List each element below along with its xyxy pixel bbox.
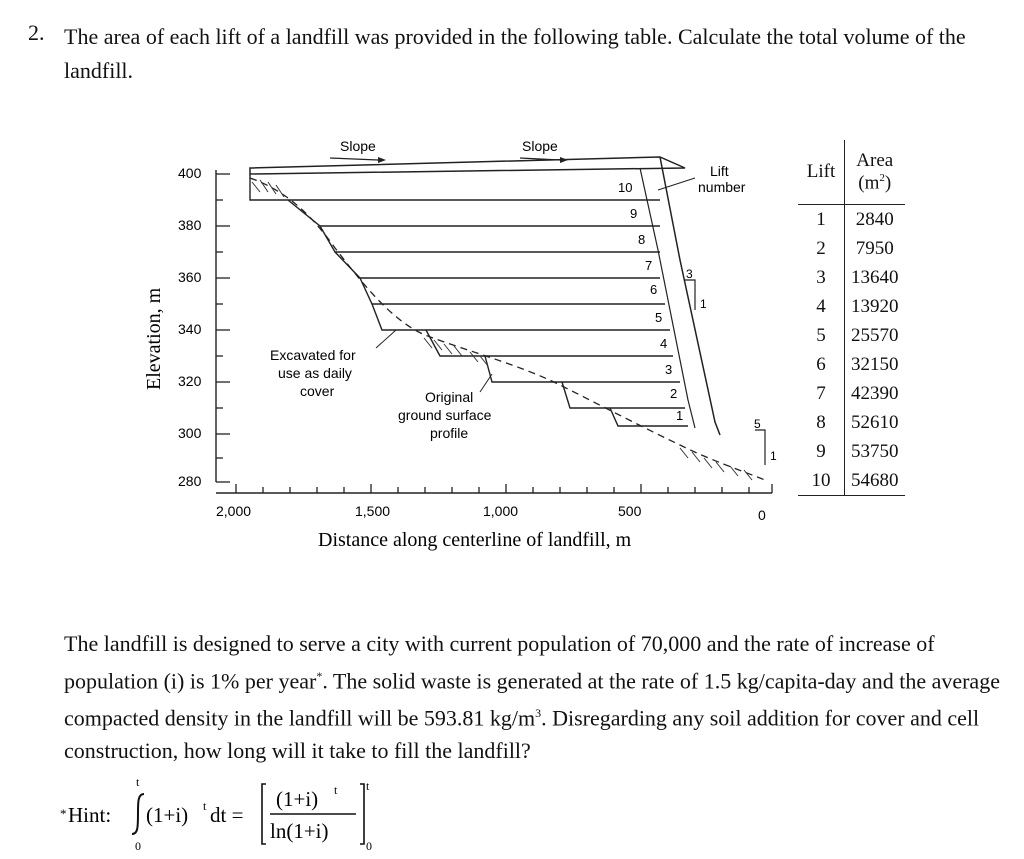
integrand-exponent: t <box>203 799 207 813</box>
slope-label-right: Slope <box>522 138 558 154</box>
lift-cell: 6 <box>798 350 845 379</box>
original-label-line1: Original <box>425 389 474 405</box>
original-leader <box>480 374 492 392</box>
landfill-cross-section-figure <box>140 130 790 560</box>
density-exponent: 3 <box>535 706 542 721</box>
original-label-line2: ground surface <box>398 407 492 423</box>
lift-cell: 9 <box>798 437 845 466</box>
x-tick-2000: 2,000 <box>216 503 252 519</box>
lift-number-label-line1: Lift <box>710 163 729 179</box>
right-inner-slope <box>640 168 695 428</box>
eval-lower: 0 <box>366 839 372 852</box>
y-tick-280: 280 <box>178 473 202 489</box>
area-cell: 13640 <box>851 266 899 288</box>
area-cell: 7950 <box>855 237 894 259</box>
table-row <box>798 292 905 321</box>
numerator-exponent: t <box>334 783 338 797</box>
lift-label-1: 1 <box>676 408 684 423</box>
question-number: 2. <box>28 20 45 45</box>
left-bracket <box>262 784 266 844</box>
area-cell: 25570 <box>851 324 899 346</box>
y-tick-400: 400 <box>178 165 202 181</box>
paragraph-part1: The landfill is designed to serve a city with current population of 70,000 and the rate of increase of population (i) is 1% per year <box>64 631 935 694</box>
lift-area-table <box>798 140 905 496</box>
lift-label-4: 4 <box>660 336 668 351</box>
slope-arrowhead-left <box>378 157 386 163</box>
right-outer-slope <box>660 157 720 435</box>
integral-upper-limit: t <box>136 775 140 789</box>
lift-cell: 8 <box>798 408 845 437</box>
slope-label-left: Slope <box>340 138 376 154</box>
table-row <box>798 437 905 466</box>
area-cell: 54680 <box>845 466 905 496</box>
area-cell: 53750 <box>851 440 899 462</box>
x-tick-marks <box>236 484 772 493</box>
table-row <box>798 234 905 263</box>
table-header-area <box>845 140 905 205</box>
y-tick-300: 300 <box>178 425 202 441</box>
lift-cell: 4 <box>798 292 845 321</box>
table-row <box>798 466 905 496</box>
top-cover <box>250 157 685 174</box>
lift-number-label-line2: number <box>698 179 746 195</box>
x-tick-0: 0 <box>758 507 766 523</box>
y-axis-label: Elevation, m <box>143 287 165 390</box>
slope-ratio-a-side: 1 <box>700 297 707 311</box>
fraction-denominator: ln(1+i) <box>270 819 329 843</box>
slope-arrow-left <box>330 158 378 160</box>
table-row <box>798 321 905 350</box>
x-tick-500: 500 <box>618 503 642 519</box>
table-row <box>798 408 905 437</box>
y-tick-340: 340 <box>178 321 202 337</box>
lift-cell: 3 <box>798 263 845 292</box>
lift-cell: 7 <box>798 379 845 408</box>
lift-cell: 10 <box>798 466 845 496</box>
y-tick-380: 380 <box>178 217 202 233</box>
x-tick-1500: 1,500 <box>355 503 391 519</box>
x-tick-1000: 1,000 <box>483 503 519 519</box>
excavated-leader <box>376 330 396 348</box>
original-ground-profile <box>250 178 765 480</box>
lift-label-9: 9 <box>630 206 638 221</box>
paragraph-part2: . The solid waste is generated at the rate of 1.5 kg/capita-day and the average compacted density in the landfill will be 593.81 kg/m <box>64 668 1000 731</box>
slope-ratio-b-top: 5 <box>754 417 761 431</box>
lift-cell: 1 <box>798 205 845 235</box>
lift-label-2: 2 <box>670 386 678 401</box>
paragraph-part3: . Disregarding any soil addition for cover and cell construction, how long will it take to fill the landfill? <box>64 705 980 763</box>
x-axis-label: Distance along centerline of landfill, m <box>318 529 632 551</box>
area-header-unit: $(m^2)$ <box>858 171 892 194</box>
lift-label-3: 3 <box>665 362 673 377</box>
problem-paragraph <box>64 628 1009 767</box>
lift-cell: 5 <box>798 321 845 350</box>
lift-number-leader <box>658 178 695 190</box>
hint-formula-svg <box>60 772 460 852</box>
lift-label-7: 7 <box>645 258 653 273</box>
slope-ratio-a-top: 3 <box>686 267 693 281</box>
area-cell: 52610 <box>851 411 899 433</box>
table-row <box>798 263 905 292</box>
lift-label-8: 8 <box>638 232 646 247</box>
integral-lower-limit: 0 <box>135 839 141 852</box>
slope-ratio-b-side: 1 <box>770 449 777 463</box>
hint-star: * <box>60 806 67 821</box>
table-row <box>798 205 905 235</box>
area-cell: 32150 <box>851 353 899 375</box>
y-tick-320: 320 <box>178 373 202 389</box>
area-header-label: Area <box>856 149 894 171</box>
excavated-label-line2: use as daily <box>278 365 352 381</box>
slope-triangle-b <box>755 430 765 465</box>
y-tick-360: 360 <box>178 269 202 285</box>
area-cell: 42390 <box>851 382 899 404</box>
lift-label-6: 6 <box>650 282 658 297</box>
table-row <box>798 379 905 408</box>
cross-section-svg <box>140 130 790 560</box>
hint-formula <box>60 772 460 852</box>
right-bracket <box>360 784 364 844</box>
hint-label: Hint: <box>68 803 112 827</box>
y-tick-marks <box>216 174 230 482</box>
lift-label-5: 5 <box>655 310 663 325</box>
table-row <box>798 350 905 379</box>
question-text: The area of each lift of a landfill was provided in the following table. Calculate the total volume of the landfill. <box>64 24 966 83</box>
dt-equals: dt = <box>210 803 244 827</box>
footnote-mark: * <box>316 669 323 683</box>
eval-upper: t <box>366 779 370 793</box>
integral-sign <box>132 794 144 834</box>
lift-cell: 2 <box>798 234 845 263</box>
excavated-label-line1: Excavated for <box>270 347 356 363</box>
lift-label-10: 10 <box>618 180 633 195</box>
fraction-numerator: (1+i) <box>276 787 319 811</box>
integrand: (1+i) <box>146 803 189 827</box>
area-cell: 13920 <box>851 295 899 317</box>
table-header-lift: Lift <box>798 140 845 205</box>
area-cell: 2840 <box>855 208 894 230</box>
original-label-line3: profile <box>430 425 469 441</box>
excavated-label-line3: cover <box>300 383 335 399</box>
